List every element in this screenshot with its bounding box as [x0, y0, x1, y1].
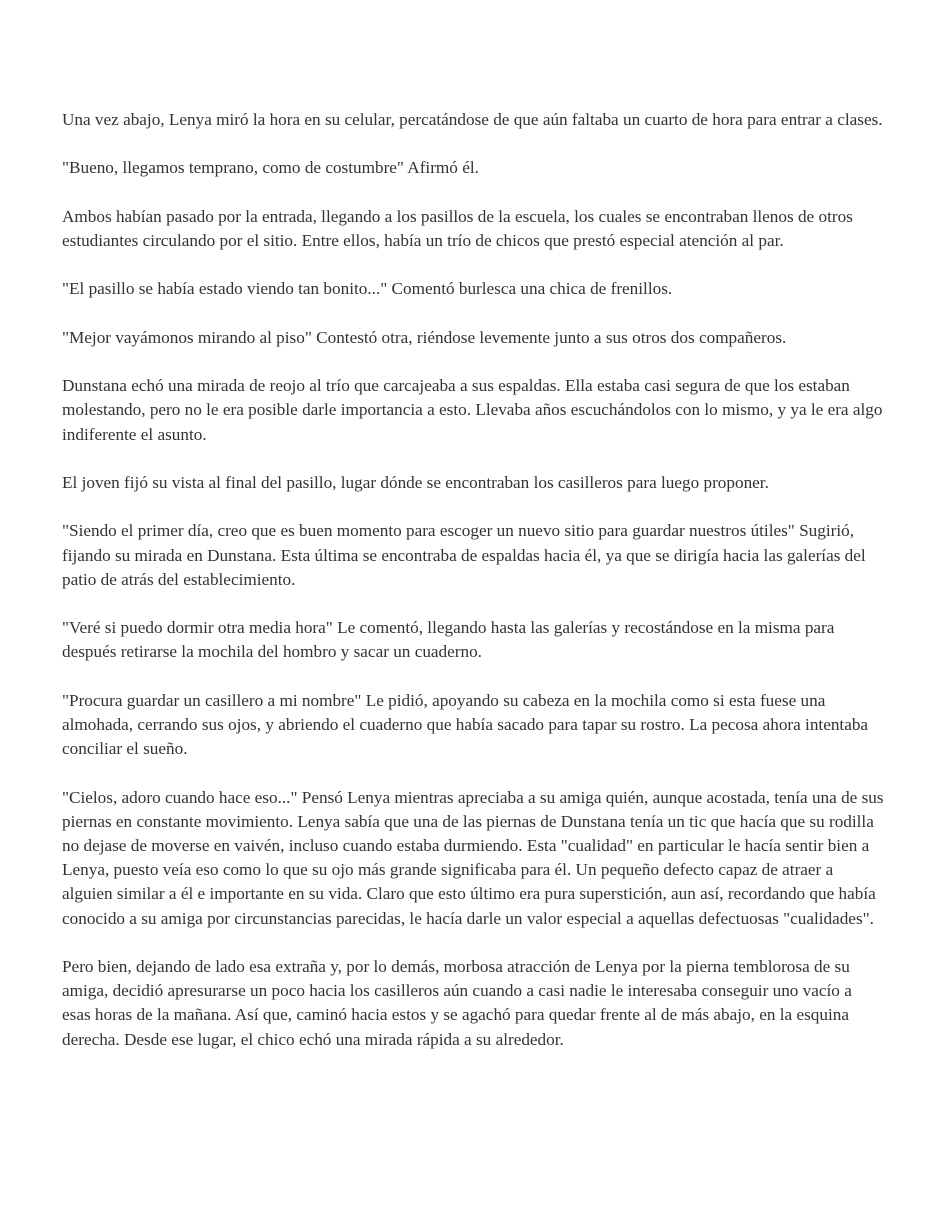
paragraph: "Cielos, adoro cuando hace eso..." Pensó Lenya mientras apreciaba a su amiga quién, aunque acostada, tenía una de sus piernas en constante movimiento. Lenya sabía que una de las piernas de Dunstana tenía un tic que hacía que su rodilla no dejase de moverse en vaivén, incluso cuando estaba durmiendo. Esta "cualidad" en particular le hacía sentir bien a Lenya, puesto veía eso como lo que su ojo más grande significaba para él. Un pequeño defecto capaz de atraer a alguien similar a él e importante en su vida. Claro que esto último era pura superstición, aun así, recordando que había conocido a su amiga por circunstancias parecidas, le hacía darle un valor especial a aquellas defectuosas "cualidades".	[62, 787, 884, 928]
paragraph: "Bueno, llegamos temprano, como de costumbre" Afirmó él.	[62, 158, 479, 178]
paragraph: "Mejor vayámonos mirando al piso" Contestó otra, riéndose levemente junto a sus otros dos compañeros.	[62, 327, 787, 347]
paragraph: "El pasillo se había estado viendo tan bonito..." Comentó burlesca una chica de frenillos.	[62, 279, 673, 299]
paragraph: "Procura guardar un casillero a mi nombre" Le pidió, apoyando su cabeza en la mochila como si esta fuese una almohada, cerrando sus ojos, y abriendo el cuaderno que había sacado para tapar su rostro. La pecosa ahora intentaba conciliar el sueño.	[62, 690, 869, 759]
paragraph: Dunstana echó una mirada de reojo al trío que carcajeaba a sus espaldas. Ella estaba casi segura de que los estaban molestando, pero no le era posible darle importancia a esto. Llevaba años escuchándolos con lo mismo, y ya le era algo indiferente el asunto.	[62, 376, 883, 444]
paragraph: Ambos habían pasado por la entrada, llegando a los pasillos de la escuela, los cuales se encontraban llenos de otros estudiantes circulando por el sitio. Entre ellos, había un trío de chicos que prestó especial atención al par.	[62, 206, 853, 250]
paragraph: El joven fijó su vista al final del pasillo, lugar dónde se encontraban los casilleros para luego proponer.	[62, 472, 769, 492]
paragraph: "Siendo el primer día, creo que es buen momento para escoger un nuevo sitio para guardar nuestros útiles" Sugirió, fijando su mirada en Dunstana. Esta última se encontraba de espaldas hacia él, ya que se dirigía hacia las galerías del patio de atrás del establecimiento.	[62, 521, 866, 589]
document-page	[62, 108, 884, 1076]
paragraph: Pero bien, dejando de lado esa extraña y, por lo demás, morbosa atracción de Lenya por la pierna temblorosa de su amiga, decidió apresurarse un poco hacia los casilleros aún cuando a casi nadie le interesaba conseguir uno vacío a esas horas de la mañana. Así que, caminó hacia estos y se agachó para quedar frente al de más abajo, en la esquina derecha. Desde ese lugar, el chico echó una mirada rápida a su alrededor.	[62, 956, 852, 1049]
paragraph: "Veré si puedo dormir otra media hora" Le comentó, llegando hasta las galerías y recostándose en la misma para después retirarse la mochila del hombro y sacar un cuaderno.	[62, 618, 835, 662]
paragraph: Una vez abajo, Lenya miró la hora en su celular, percatándose de que aún faltaba un cuarto de hora para entrar a clases.	[62, 110, 883, 129]
